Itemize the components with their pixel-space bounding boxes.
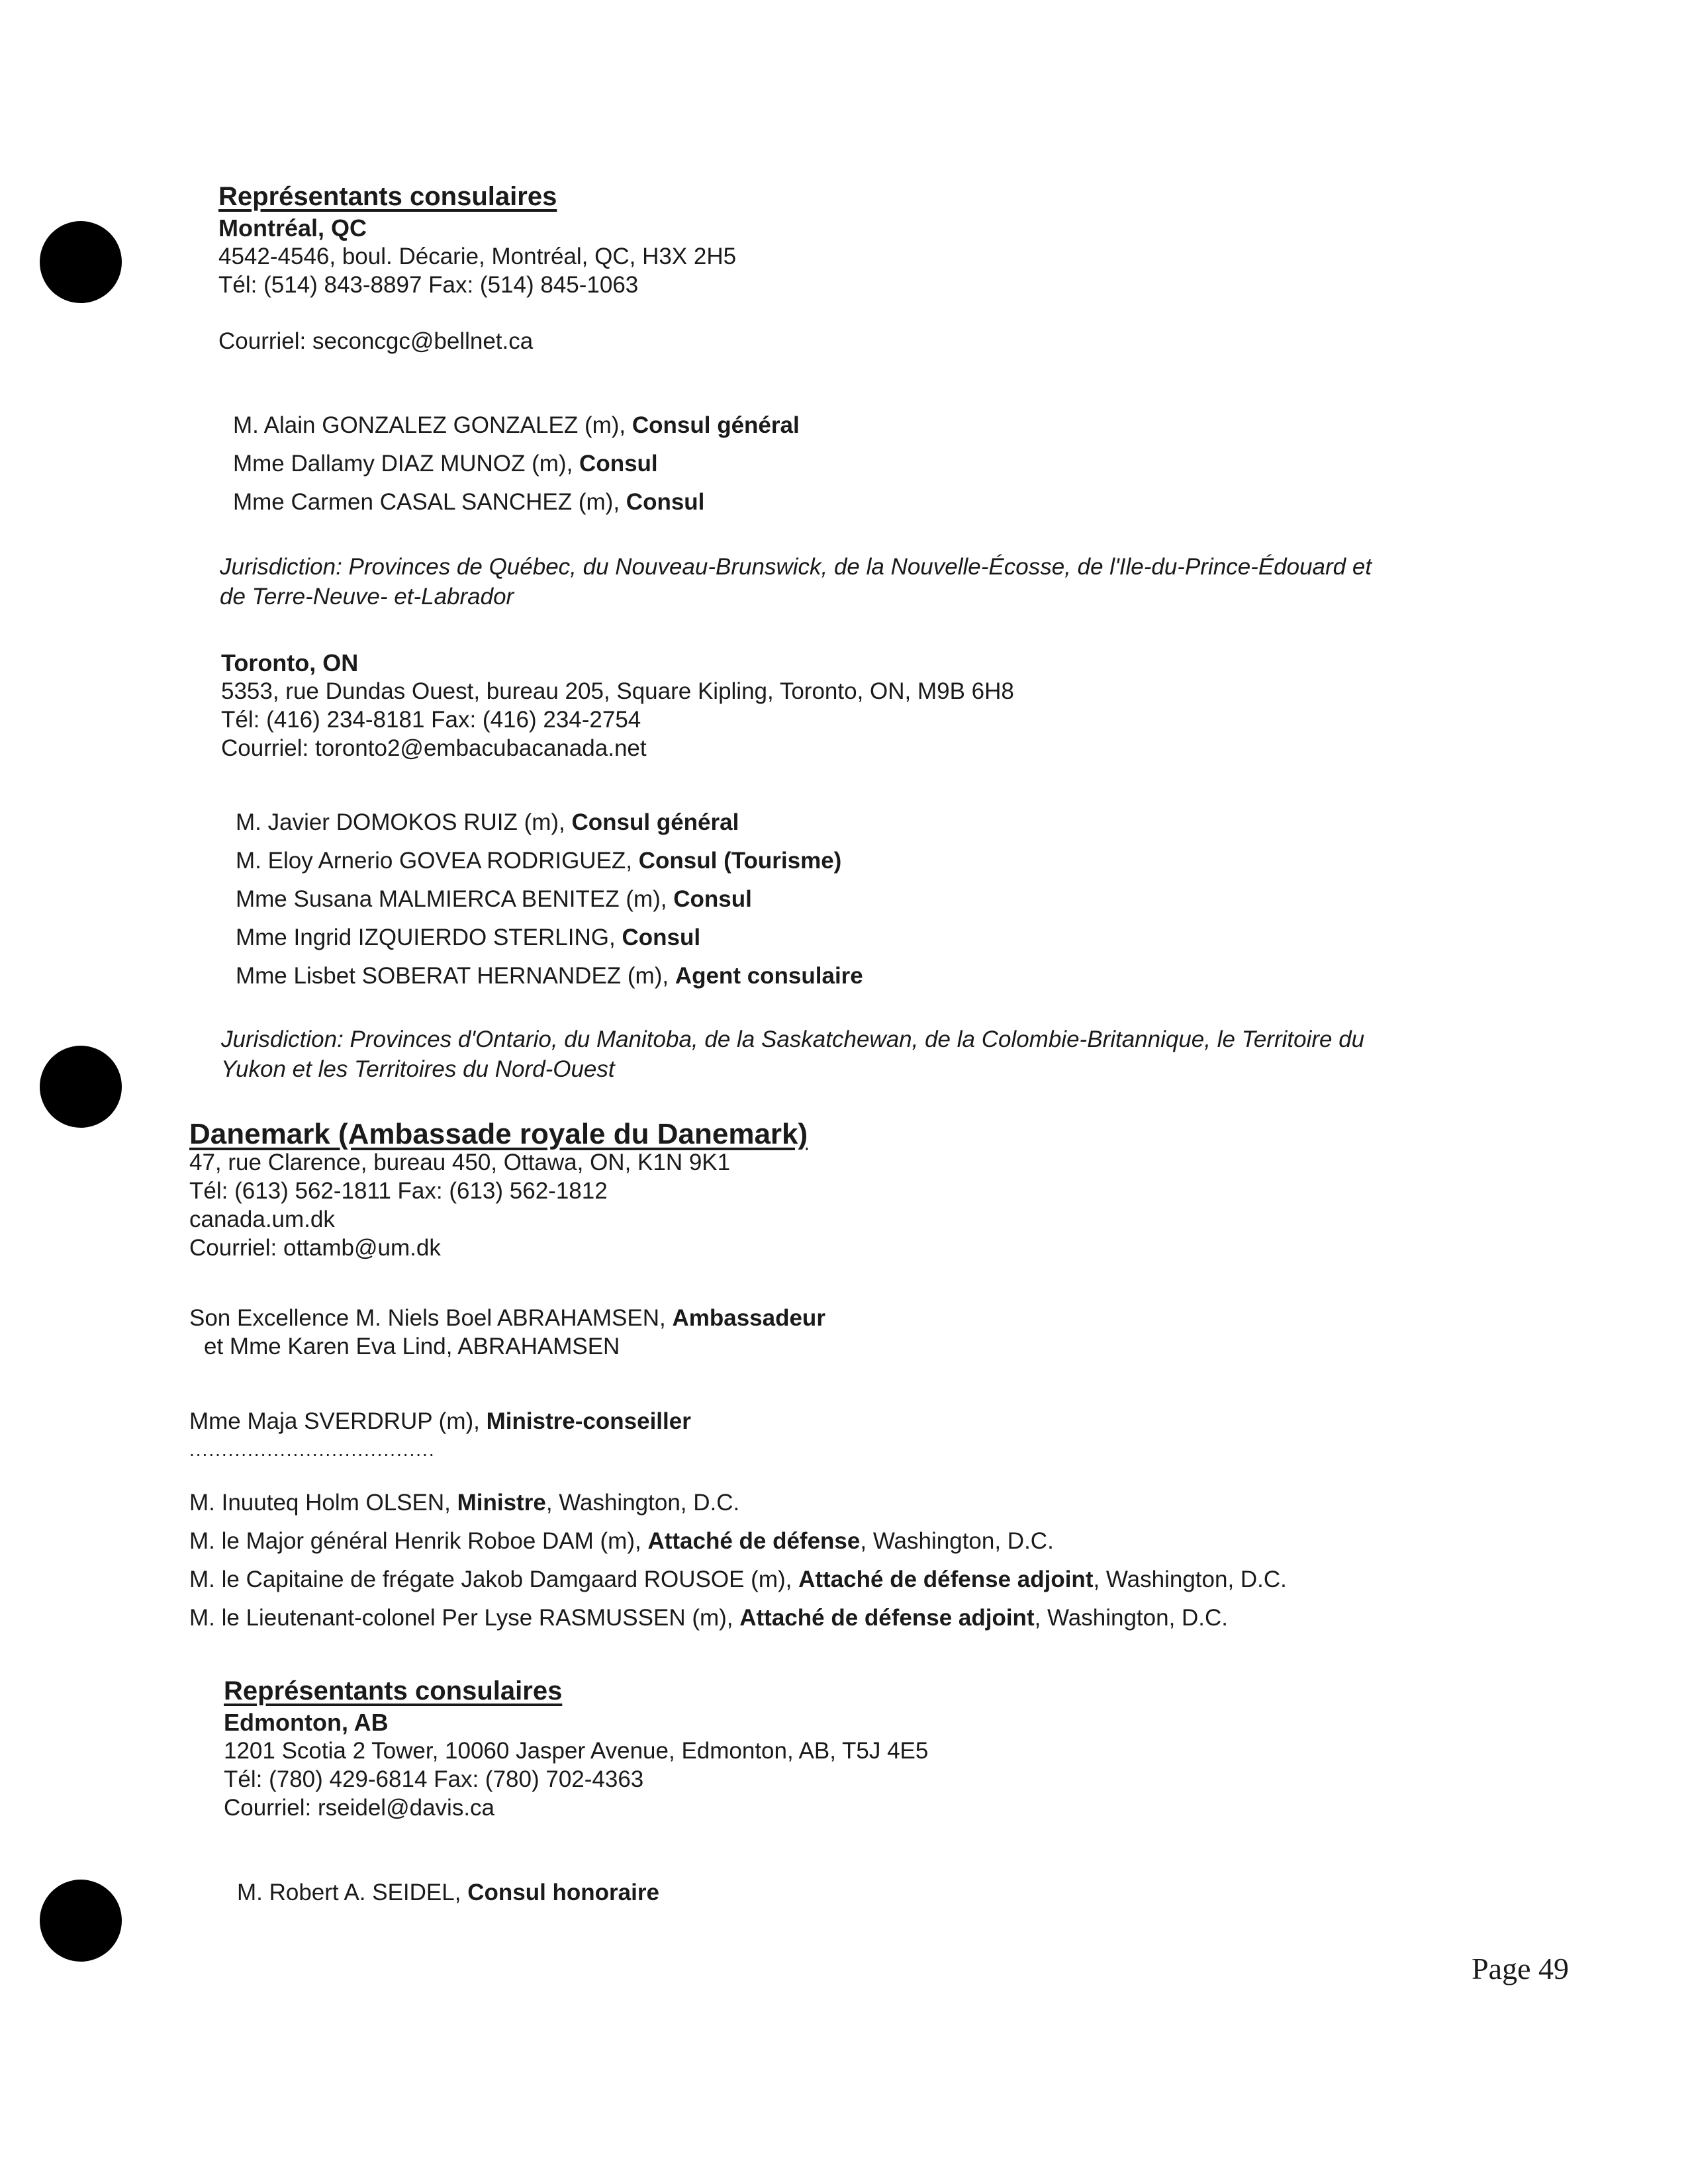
person-title: Consul (673, 886, 752, 912)
jurisdiction-line: Yukon et les Territoires du Nord-Ouest (221, 1056, 615, 1082)
person-row (236, 957, 863, 995)
person-name: M. Robert A. SEIDEL, (237, 1880, 468, 1905)
person-row (189, 1599, 1287, 1637)
person-row (233, 445, 800, 483)
punch-hole-top (40, 221, 122, 303)
jurisdiction-toronto (221, 1024, 1364, 1084)
person-title: Consul (Tourisme) (638, 848, 842, 874)
person-title: Ambassadeur (672, 1305, 825, 1331)
washington-staff (189, 1484, 1287, 1637)
spouse-row: et Mme Karen Eva Lind, ABRAHAMSEN (204, 1334, 620, 1359)
person-title: Attaché de défense (647, 1528, 861, 1554)
page-number: Page 49 (1472, 1952, 1569, 1985)
person-title: Ministre-conseiller (486, 1408, 691, 1434)
minister-counsellor-block (189, 1407, 691, 1465)
person-name: Mme Dallamy DIAZ MUNOZ (m), (233, 451, 580, 477)
person-title: Consul général (571, 809, 739, 835)
person-title: Consul (626, 489, 705, 515)
phone-fax: Tél: (416) 234-8181 Fax: (416) 234-2754 (221, 707, 641, 733)
person-name: M. le Major général Henrik Roboe DAM (m), (189, 1528, 648, 1554)
jurisdiction-montreal (220, 552, 1372, 612)
person-title: Ministre (457, 1490, 546, 1516)
person-location: , Washington, D.C. (1034, 1605, 1229, 1631)
phone-fax: Tél: (780) 429-6814 Fax: (780) 702-4363 (224, 1766, 644, 1792)
person-location: , Washington, D.C. (1093, 1567, 1287, 1592)
montreal-people (233, 406, 800, 522)
person-title: Agent consulaire (675, 963, 863, 989)
phone-fax: Tél: (514) 843-8897 Fax: (514) 845-1063 (218, 272, 639, 298)
person-title: Consul honoraire (467, 1880, 659, 1905)
person-name: Mme Susana MALMIERCA BENITEZ (m), (236, 886, 674, 912)
person-name: M. Inuuteq Holm OLSEN, (189, 1490, 457, 1516)
person-name: Mme Maja SVERDRUP (m), (189, 1408, 487, 1434)
address: 1201 Scotia 2 Tower, 10060 Jasper Avenue, Edmonton, AB, T5J 4E5 (224, 1738, 929, 1764)
person-title: Consul général (632, 412, 800, 438)
person-name: M. Alain GONZALEZ GONZALEZ (m), (233, 412, 632, 438)
address: 5353, rue Dundas Ouest, bureau 205, Square Kipling, Toronto, ON, M9B 6H8 (221, 678, 1014, 704)
phone-fax: Tél: (613) 562-1811 Fax: (613) 562-1812 (189, 1178, 608, 1204)
person-title: Consul (579, 451, 658, 477)
person-name: M. le Capitaine de frégate Jakob Damgaard ROUSOE (m), (189, 1567, 799, 1592)
punch-hole-middle (40, 1046, 122, 1128)
person-row (189, 1484, 1287, 1522)
person-name: Mme Carmen CASAL SANCHEZ (m), (233, 489, 626, 515)
person-row (236, 803, 863, 842)
person-location: , Washington, D.C. (545, 1490, 740, 1516)
toronto-people (236, 803, 863, 995)
person-row (236, 880, 863, 919)
email: Courriel: rseidel@davis.ca (224, 1795, 495, 1821)
person-row (189, 1407, 691, 1435)
person-location: , Washington, D.C. (860, 1528, 1054, 1554)
edmonton-person (237, 1878, 659, 1907)
person-row (236, 919, 863, 957)
person-row (189, 1522, 1287, 1561)
jurisdiction-line: Jurisdiction: Provinces d'Ontario, du Manitoba, de la Saskatchewan, de la Colombie-Britannique, le Territoire du (221, 1026, 1365, 1052)
address: 47, rue Clarence, bureau 450, Ottawa, ON, K1N 9K1 (189, 1150, 731, 1175)
person-name: Mme Lisbet SOBERAT HERNANDEZ (m), (236, 963, 675, 989)
denmark-block (189, 1120, 808, 1262)
person-name: M. Eloy Arnerio GOVEA RODRIGUEZ, (236, 848, 639, 874)
website: canada.um.dk (189, 1206, 335, 1232)
person-name: M. Javier DOMOKOS RUIZ (m), (236, 809, 572, 835)
toronto-block (221, 649, 1014, 762)
consular-heading: Représentants consulaires (224, 1676, 563, 1706)
dotted-separator: ...................................... (189, 1439, 436, 1460)
person-title: Consul (622, 925, 701, 950)
punch-hole-bottom (40, 1880, 122, 1962)
edmonton-block (224, 1677, 928, 1822)
email: Courriel: seconcgc@bellnet.ca (218, 328, 534, 354)
person-name: Mme Ingrid IZQUIERDO STERLING, (236, 925, 622, 950)
city-title: Montréal, QC (218, 214, 367, 242)
email: Courriel: ottamb@um.dk (189, 1235, 441, 1261)
jurisdiction-line: de Terre-Neuve- et-Labrador (220, 584, 514, 610)
person-row (237, 1878, 659, 1907)
country-heading: Danemark (Ambassade royale du Danemark) (189, 1118, 808, 1150)
montreal-block (218, 183, 736, 355)
email: Courriel: toronto2@embacubacanada.net (221, 735, 647, 761)
person-row (233, 406, 800, 445)
address: 4542-4546, boul. Décarie, Montréal, QC, H3X 2H5 (218, 244, 737, 269)
person-row (233, 483, 800, 522)
person-title: Attaché de défense adjoint (798, 1567, 1094, 1592)
person-name: Son Excellence M. Niels Boel ABRAHAMSEN, (189, 1305, 673, 1331)
ambassador-row (189, 1304, 825, 1332)
ambassador-block (189, 1304, 825, 1361)
city-title: Toronto, ON (221, 649, 359, 676)
person-row (236, 842, 863, 880)
city-title: Edmonton, AB (224, 1709, 389, 1736)
person-name: M. le Lieutenant-colonel Per Lyse RASMUSSEN (m), (189, 1605, 740, 1631)
jurisdiction-line: Jurisdiction: Provinces de Québec, du Nouveau-Brunswick, de la Nouvelle-Écosse, de l'Ile-du-Prince-Édouard et (220, 554, 1372, 580)
person-row (189, 1561, 1287, 1599)
person-title: Attaché de défense adjoint (739, 1605, 1035, 1631)
consular-heading: Représentants consulaires (218, 182, 557, 211)
